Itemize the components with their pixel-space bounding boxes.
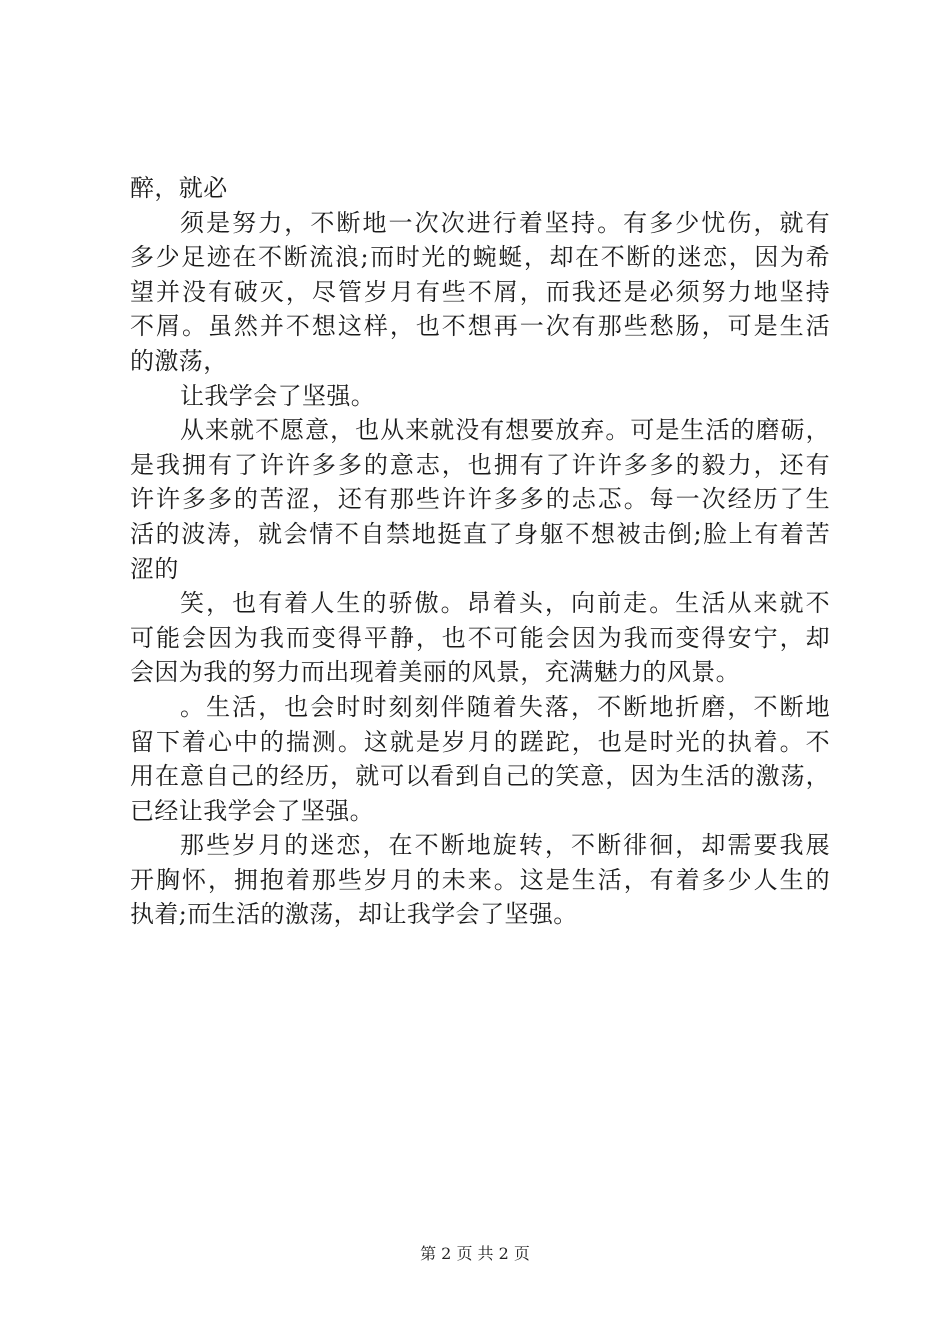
text-line: 那些岁月的迷恋，在不断地旋转，不断徘徊，却需要我展 [180, 831, 830, 860]
paragraph [130, 828, 830, 932]
text-line: 从来就不愿意，也从来就没有想要放弃。可是生活的磨砺， [180, 416, 830, 445]
text-line: 活的波涛，就会情不自禁地挺直了身躯不想被击倒;脸上有着苦 [130, 519, 830, 548]
text-line: 的激荡， [130, 346, 228, 375]
text-line: 留下着心中的揣测。这就是岁月的蹉跎，也是时光的执着。不 [130, 727, 830, 756]
text-line: 涩的 [130, 554, 179, 583]
text-line: 望并没有破灭，尽管岁月有些不屑，而我还是必须努力地坚持 [130, 277, 830, 306]
text-line: 让我学会了坚强。 [180, 381, 376, 410]
text-line: 须是努力，不断地一次次进行着坚持。有多少忧伤，就有 [180, 208, 830, 237]
paragraph [130, 171, 830, 206]
text-line: 。生活，也会时时刻刻伴随着失落，不断地折磨，不断地 [180, 692, 830, 721]
body-text [130, 171, 830, 932]
text-line: 执着;而生活的激荡，却让我学会了坚强。 [130, 900, 578, 929]
text-line: 开胸怀，拥抱着那些岁月的未来。这是生活，有着多少人生的 [130, 865, 830, 894]
text-line: 笑，也有着人生的骄傲。昂着头，向前走。生活从来就不 [180, 589, 830, 618]
page-footer: 第 2 页 共 2 页 [420, 1244, 530, 1263]
text-line: 已经让我学会了坚强。 [130, 796, 374, 825]
text-line: 用在意自己的经历，就可以看到自己的笑意，因为生活的激荡， [130, 762, 830, 791]
paragraph [130, 413, 830, 586]
paragraph [130, 586, 830, 690]
paragraph [130, 690, 830, 828]
text-line: 许许多多的苦涩，还有那些许许多多的忐忑。每一次经历了生 [130, 485, 830, 514]
text-line: 是我拥有了许许多多的意志，也拥有了许许多多的毅力，还有 [130, 450, 830, 479]
text-line: 不屑。虽然并不想这样，也不想再一次有那些愁肠，可是生活 [130, 312, 830, 341]
text-line: 醉，就必 [130, 174, 228, 202]
text-line: 可能会因为我而变得平静，也不可能会因为我而变得安宁，却 [130, 623, 830, 652]
paragraph [130, 206, 830, 379]
text-line: 多少足迹在不断流浪;而时光的蜿蜒，却在不断的迷恋，因为希 [130, 243, 830, 272]
text-line: 会因为我的努力而出现着美丽的风景，充满魅力的风景。 [130, 658, 740, 687]
paragraph [130, 379, 830, 414]
